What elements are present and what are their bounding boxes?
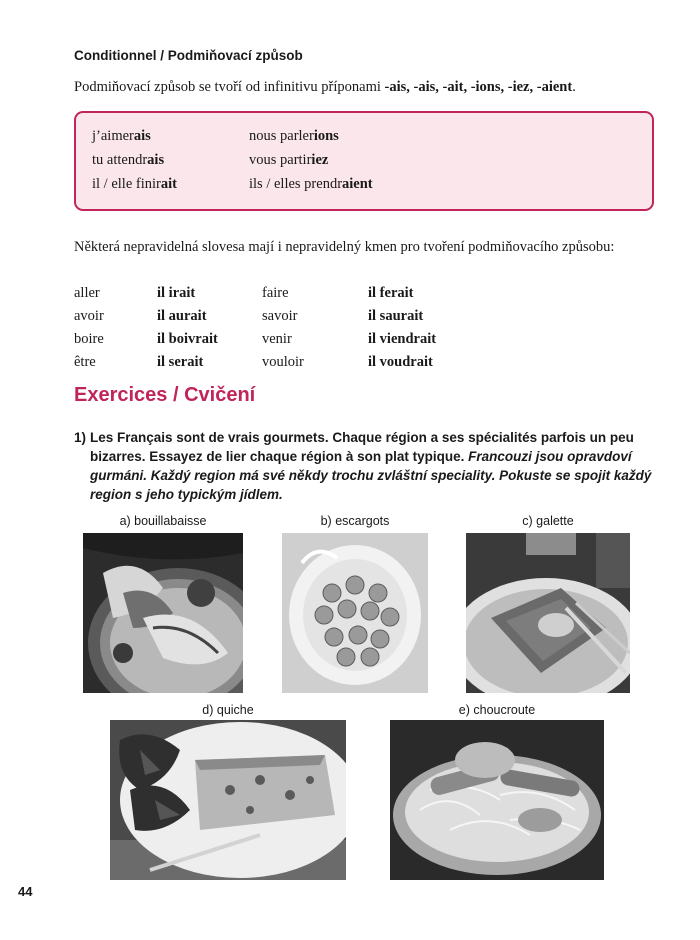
photo-label-d: d) quiche	[202, 703, 254, 717]
intro-endings: -ais, -ais, -ait, -ions, -iez, -aient	[384, 79, 573, 95]
irregular-verb: avoir	[74, 308, 104, 324]
exercise-line: bizarres. Essayez de lier chaque région à son plat typique. Francouzi jsou opravdoví	[90, 449, 632, 464]
exercise-line: gurmáni. Každý region má své někdy trochu zvláštní speciality. Pokuste se spojit každý	[90, 468, 652, 483]
intro-end: .	[572, 79, 576, 95]
exercise-line: Les Français sont de vrais gourmets. Chaque région a ses spécialités parfois un peu	[90, 430, 634, 445]
escargots-photo	[282, 533, 428, 693]
exercise-line: region s jeho typickým jídlem.	[90, 487, 283, 502]
exercise-number: 1)	[74, 430, 87, 445]
photo-label-e: e) choucroute	[458, 703, 536, 717]
irregular-form: il saurait	[368, 308, 424, 324]
irregular-verb: faire	[262, 285, 289, 301]
irregular-intro: Některá nepravidelná slovesa mají i nepravidelný kmen pro tvoření podmiňovacího způsobu:	[74, 239, 615, 255]
irregular-form: il serait	[157, 354, 204, 370]
conj-item: ils / elles prendraient	[249, 176, 373, 192]
intro-sentence	[74, 79, 576, 96]
bouillabaisse-photo	[83, 533, 243, 693]
exercises-title: Exercices / Cvičení	[74, 384, 256, 406]
irregular-form: il viendrait	[368, 331, 437, 347]
irregular-verb: boire	[74, 331, 104, 347]
irregular-verb: être	[74, 354, 96, 370]
irregular-verb: aller	[74, 285, 100, 301]
photo-label-b: b) escargots	[320, 514, 390, 528]
intro-text: Podmiňovací způsob se tvoří od infinitivu příponami	[74, 79, 385, 95]
conj-item: j’aimerais	[92, 128, 151, 144]
irregular-form: il voudrait	[368, 354, 433, 370]
page-number: 44	[18, 884, 33, 899]
irregular-verb: vouloir	[262, 354, 304, 370]
irregular-verb: savoir	[262, 308, 298, 324]
conj-item: vous partiriez	[249, 152, 329, 168]
irregular-form: il ferait	[368, 285, 414, 301]
photo-label-c: c) galette	[522, 514, 574, 528]
conj-item: il / elle finirait	[92, 176, 177, 192]
conj-item: tu attendrais	[92, 152, 165, 168]
quiche-photo	[110, 720, 346, 880]
irregular-form: il irait	[157, 285, 196, 301]
irregular-verb: venir	[262, 331, 292, 347]
irregular-form: il boivrait	[157, 331, 218, 347]
choucroute-photo	[390, 720, 604, 880]
galette-photo	[466, 533, 630, 693]
section-heading: Conditionnel / Podmiňovací způsob	[74, 48, 303, 63]
conjugation-box	[74, 111, 654, 211]
irregular-form: il aurait	[157, 308, 207, 324]
conj-item: nous parlerions	[249, 128, 339, 144]
photo-label-a: a) bouillabaisse	[119, 514, 207, 528]
